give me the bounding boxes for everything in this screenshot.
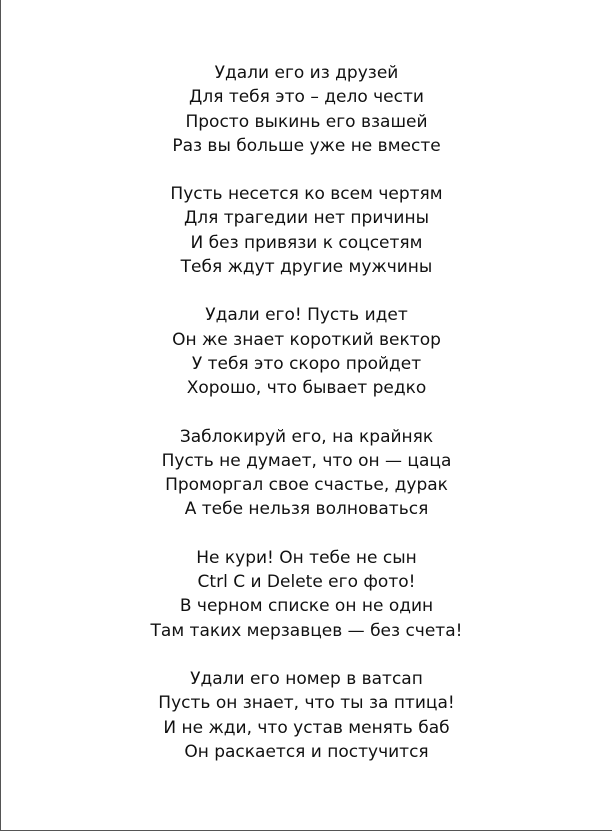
poem-line: Он раскается и постучится [184,741,429,762]
poem-line: Для тебя это – дело чести [189,87,424,108]
poem [1,61,612,788]
poem-line: Ctrl C и Delete его фото! [197,572,416,593]
stanza-5 [1,546,612,643]
poem-line: Проморгал свое счастье, дурак [165,475,448,496]
poem-line: Пусть он знает, что ты за птица! [158,693,455,714]
poem-line: Пусть не думает, что он — цаца [161,450,452,471]
poem-line: Удали его из друзей [214,63,399,83]
poem-line: Для трагедии нет причины [184,208,429,229]
stanza-2 [1,182,612,279]
stanza-3 [1,303,612,400]
poem-line: Там таких мерзавцев — без счета! [150,620,463,641]
poem-line: Тебя ждут другие мужчины [180,257,433,278]
poem-line: Пусть несется ко всем чертям [170,184,443,205]
poem-line: Раз вы больше уже не вместе [172,135,441,156]
poem-line: И не жди, что устав менять баб [163,717,450,738]
poem-line: В черном списке он не один [179,596,434,617]
poem-line: Заблокируй его, на крайняк [179,426,434,447]
stanza-4 [1,425,612,522]
poem-line: Хорошо, что бывает редко [186,378,427,399]
poem-line: Просто выкинь его взашей [185,111,428,132]
poem-line: А тебе нельзя волноваться [184,499,429,520]
stanza-6 [1,667,612,764]
poem-line: У тебя это скоро пройдет [191,353,422,374]
poem-line: Удали его! Пусть идет [205,305,408,326]
poem-line: Удали его номер в ватсап [190,668,423,689]
poem-line: И без привязи к соцсетям [190,232,423,253]
stanza-1 [1,61,612,158]
poem-line: Не кури! Он тебе не сын [196,547,417,568]
poem-line: Он же знает короткий вектор [172,329,441,350]
